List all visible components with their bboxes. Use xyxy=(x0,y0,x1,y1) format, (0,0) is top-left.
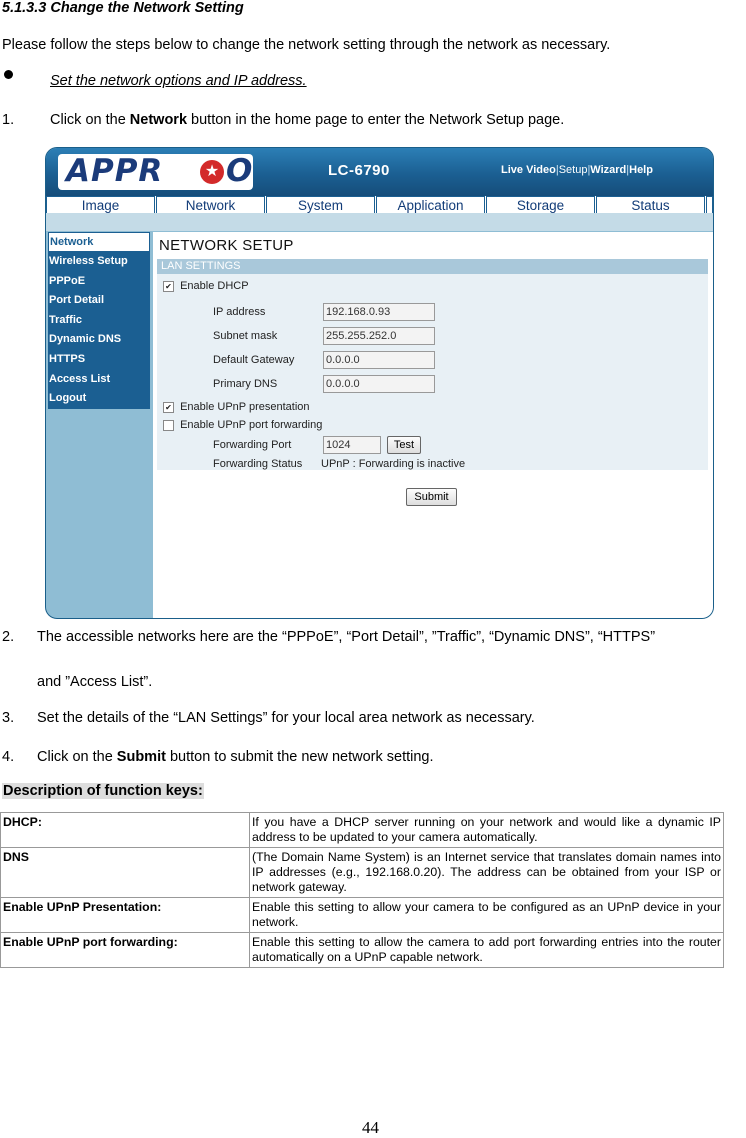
section-title: 5.1.3.3 Change the Network Setting xyxy=(2,0,244,16)
test-button[interactable]: Test xyxy=(387,436,421,454)
key-description: (The Domain Name System) is an Internet service that translates domain names into IP addresses (e.g., 192.168.0.20). The address can be obtained from your ISP or network gateway. xyxy=(250,848,724,898)
step-number: 4. xyxy=(2,749,15,765)
step-3 xyxy=(0,710,746,728)
help-link[interactable]: Help xyxy=(629,164,653,176)
menu-system[interactable]: System xyxy=(266,196,375,214)
lan-settings-header: LAN SETTINGS xyxy=(157,259,708,274)
lan-settings-panel xyxy=(157,274,708,470)
wizard-link[interactable]: Wizard xyxy=(590,164,627,176)
sidebar-item-traffic[interactable]: Traffic xyxy=(48,311,150,331)
upnp-forwarding-checkbox[interactable] xyxy=(163,420,174,431)
ip-address-field[interactable]: 192.168.0.93 xyxy=(323,303,435,321)
menu-network[interactable]: Network xyxy=(156,196,265,214)
upnp-presentation-checkbox[interactable]: ✔ xyxy=(163,402,174,413)
sidebar-item-https[interactable]: HTTPS xyxy=(48,350,150,370)
menu-underbar xyxy=(46,213,713,231)
table-row xyxy=(1,898,724,933)
key-name: Enable UPnP Presentation: xyxy=(1,898,250,933)
step-1 xyxy=(0,112,746,130)
table-row xyxy=(1,813,724,848)
step-text: The accessible networks here are the “PPPoE”, “Port Detail”, ”Traffic”, “Dynamic DNS”, “HTTPS” xyxy=(37,629,656,645)
forwarding-port-label: Forwarding Port xyxy=(213,439,292,451)
sidebar-item-pppoe[interactable]: PPPoE xyxy=(48,272,150,292)
menu-application[interactable]: Application xyxy=(376,196,485,214)
sidebar xyxy=(48,232,150,409)
subnet-mask-label: Subnet mask xyxy=(213,330,278,342)
table-row xyxy=(1,933,724,968)
menu-status[interactable]: Status xyxy=(596,196,705,214)
sidebar-item-dynamic-dns[interactable]: Dynamic DNS xyxy=(48,330,150,350)
ip-address-label: IP address xyxy=(213,306,266,318)
table-row xyxy=(1,848,724,898)
subnet-mask-field[interactable]: 255.255.252.0 xyxy=(323,327,435,345)
network-setup-screenshot xyxy=(45,147,714,619)
page-title: NETWORK SETUP xyxy=(159,237,294,254)
forwarding-status-value: UPnP : Forwarding is inactive xyxy=(321,458,466,470)
setup-link[interactable]: Setup xyxy=(558,164,588,176)
upnp-presentation-label: Enable UPnP presentation xyxy=(180,401,310,413)
sidebar-item-access-list[interactable]: Access List xyxy=(48,370,150,390)
submit-button[interactable]: Submit xyxy=(406,488,457,506)
default-gateway-field[interactable]: 0.0.0.0 xyxy=(323,351,435,369)
step-number: 2. xyxy=(2,629,15,645)
key-description: If you have a DHCP server running on your network and would like a dynamic IP address to be updated to your camera automatically. xyxy=(250,813,724,848)
default-gateway-label: Default Gateway xyxy=(213,354,295,366)
sidebar-item-network[interactable]: Network xyxy=(48,232,150,252)
step-2 xyxy=(0,629,746,647)
intro-text: Please follow the steps below to change the network setting through the network as necessary. xyxy=(2,37,611,53)
page-number: 44 xyxy=(362,1118,379,1137)
description-title: Description of function keys: xyxy=(3,783,203,799)
step-text: Set the details of the “LAN Settings” for your local area network as necessary. xyxy=(37,710,535,726)
upnp-forwarding-label: Enable UPnP port forwarding xyxy=(180,419,323,431)
step-text: Click on the Network button in the home page to enter the Network Setup page. xyxy=(50,112,565,128)
primary-dns-field[interactable]: 0.0.0.0 xyxy=(323,375,435,393)
forwarding-status-label: Forwarding Status xyxy=(213,458,303,470)
step-number: 1. xyxy=(2,112,15,128)
sidebar-item-port-detail[interactable]: Port Detail xyxy=(48,291,150,311)
step-number: 3. xyxy=(2,710,15,726)
main-menu xyxy=(46,196,713,213)
step-2-continued: and ”Access List”. xyxy=(37,674,153,690)
enable-dhcp-checkbox[interactable]: ✔ xyxy=(163,281,174,292)
key-name: DNS xyxy=(1,848,250,898)
enable-dhcp-label: Enable DHCP xyxy=(180,280,249,292)
bullet-text: Set the network options and IP address. xyxy=(50,73,307,89)
forwarding-port-field[interactable]: 1024 xyxy=(323,436,381,454)
menu-image[interactable]: Image xyxy=(46,196,155,214)
step-4 xyxy=(0,749,746,767)
top-links: Live Video|Setup|Wizard|Help xyxy=(501,164,653,176)
key-description: Enable this setting to allow the camera to add port forwarding entries into the router automatically on a UPnP capable network. xyxy=(250,933,724,968)
key-name: DHCP: xyxy=(1,813,250,848)
star-icon: ★ xyxy=(200,160,224,184)
model-name: LC-6790 xyxy=(328,162,390,179)
live-video-link[interactable]: Live Video xyxy=(501,164,556,176)
key-name: Enable UPnP port forwarding: xyxy=(1,933,250,968)
bullet-icon xyxy=(4,70,13,79)
logo: APPR ★ O xyxy=(58,154,253,190)
content-panel xyxy=(153,232,713,618)
step-text: Click on the Submit button to submit the new network setting. xyxy=(37,749,434,765)
function-keys-table xyxy=(0,812,724,968)
sidebar-item-wireless-setup[interactable]: Wireless Setup xyxy=(48,252,150,272)
menu-storage[interactable]: Storage xyxy=(486,196,595,214)
sidebar-item-logout[interactable]: Logout xyxy=(48,389,150,409)
primary-dns-label: Primary DNS xyxy=(213,378,278,390)
key-description: Enable this setting to allow your camera to be configured as an UPnP device in your network. xyxy=(250,898,724,933)
header-banner xyxy=(46,148,713,196)
